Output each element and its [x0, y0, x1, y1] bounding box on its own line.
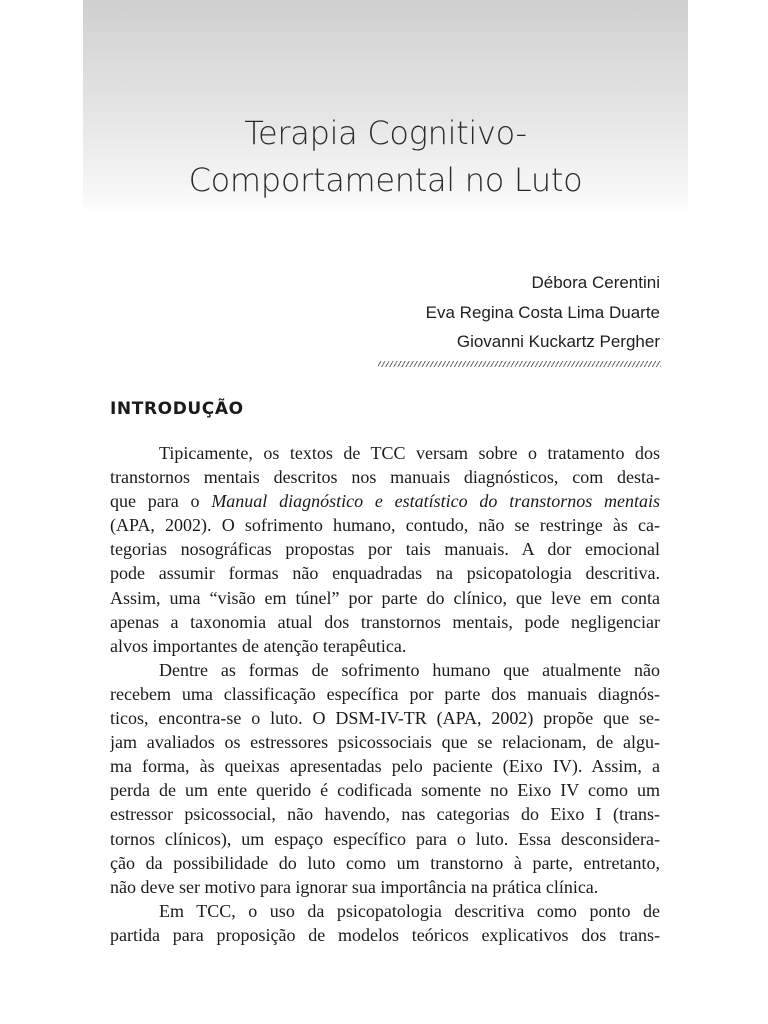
paragraph [110, 441, 660, 658]
text-line: tornos clínicos), um espaço específico para o luto. Essa desconsidera- [110, 828, 660, 849]
text-segment: que para o [110, 491, 212, 512]
author-name: Eva Regina Costa Lima Duarte [425, 302, 660, 322]
text-line: tegorias nosográficas propostas por tais manuais. A dor emocional [110, 539, 660, 560]
text-line: jam avaliados os estressores psicossociais que se relacionam, de algu- [110, 732, 660, 753]
text-line: Tipicamente, os textos de TCC versam sobre o tratamento dos [159, 443, 660, 463]
chapter-title-line: Comportamental no Luto [188, 161, 583, 199]
book-title-italic: Manual diagnóstico e estatístico do transtornos mentais [211, 491, 660, 512]
chapter-title [83, 110, 688, 204]
body-text [110, 441, 660, 947]
text-line: ma forma, às queixas apresentadas pelo paciente (Eixo IV). Assim, a [110, 756, 660, 777]
text-line: transtornos mentais descritos nos manuais diagnósticos, com desta- [110, 467, 660, 488]
text-line: apenas a taxonomia atual dos transtornos mentais, pode negligenciar [110, 611, 660, 632]
author-name: Débora Cerentini [531, 273, 660, 292]
section-heading: INTRODUÇÃO [110, 399, 244, 419]
text-line: estressor psicossocial, não havendo, nas categorias do Eixo I (trans- [110, 804, 660, 825]
chapter-title-line: Terapia Cognitivo- [244, 114, 527, 152]
text-line: Em TCC, o uso da psicopatologia descritiva como ponto de [159, 900, 660, 921]
author-list [260, 268, 660, 357]
text-line: ticos, encontra-se o luto. O DSM-IV-TR (APA, 2002) propõe que se- [110, 708, 660, 729]
text-line [110, 489, 660, 513]
text-line: não deve ser motivo para ignorar sua importância na prática clínica. [110, 876, 599, 897]
text-line: perda de um ente querido é codificada somente no Eixo IV como um [110, 780, 660, 801]
text-line: Assim, uma “visão em túnel” por parte do clínico, que leve em conta [110, 587, 660, 608]
text-line: alvos importantes de atenção terapêutica. [110, 635, 407, 656]
text-line: recebem uma classificação específica por parte dos manuais diagnós- [110, 683, 660, 704]
paragraph [110, 658, 660, 899]
text-line: Dentre as formas de sofrimento humano que atualmente não [159, 659, 660, 680]
author-name: Giovanni Kuckartz Pergher [456, 332, 660, 351]
text-line: pode assumir formas não enquadradas na psicopatologia descritiva. [110, 563, 660, 584]
text-line: partida para proposição de modelos teóricos explicativos dos trans- [110, 924, 660, 945]
text-line: (APA, 2002). O sofrimento humano, contudo, não se restringe às ca- [110, 515, 660, 536]
decorative-hatch-rule [378, 361, 661, 367]
paragraph [110, 899, 660, 947]
text-line: ção da possibilidade do luto como um transtorno à parte, entretanto, [110, 852, 660, 873]
